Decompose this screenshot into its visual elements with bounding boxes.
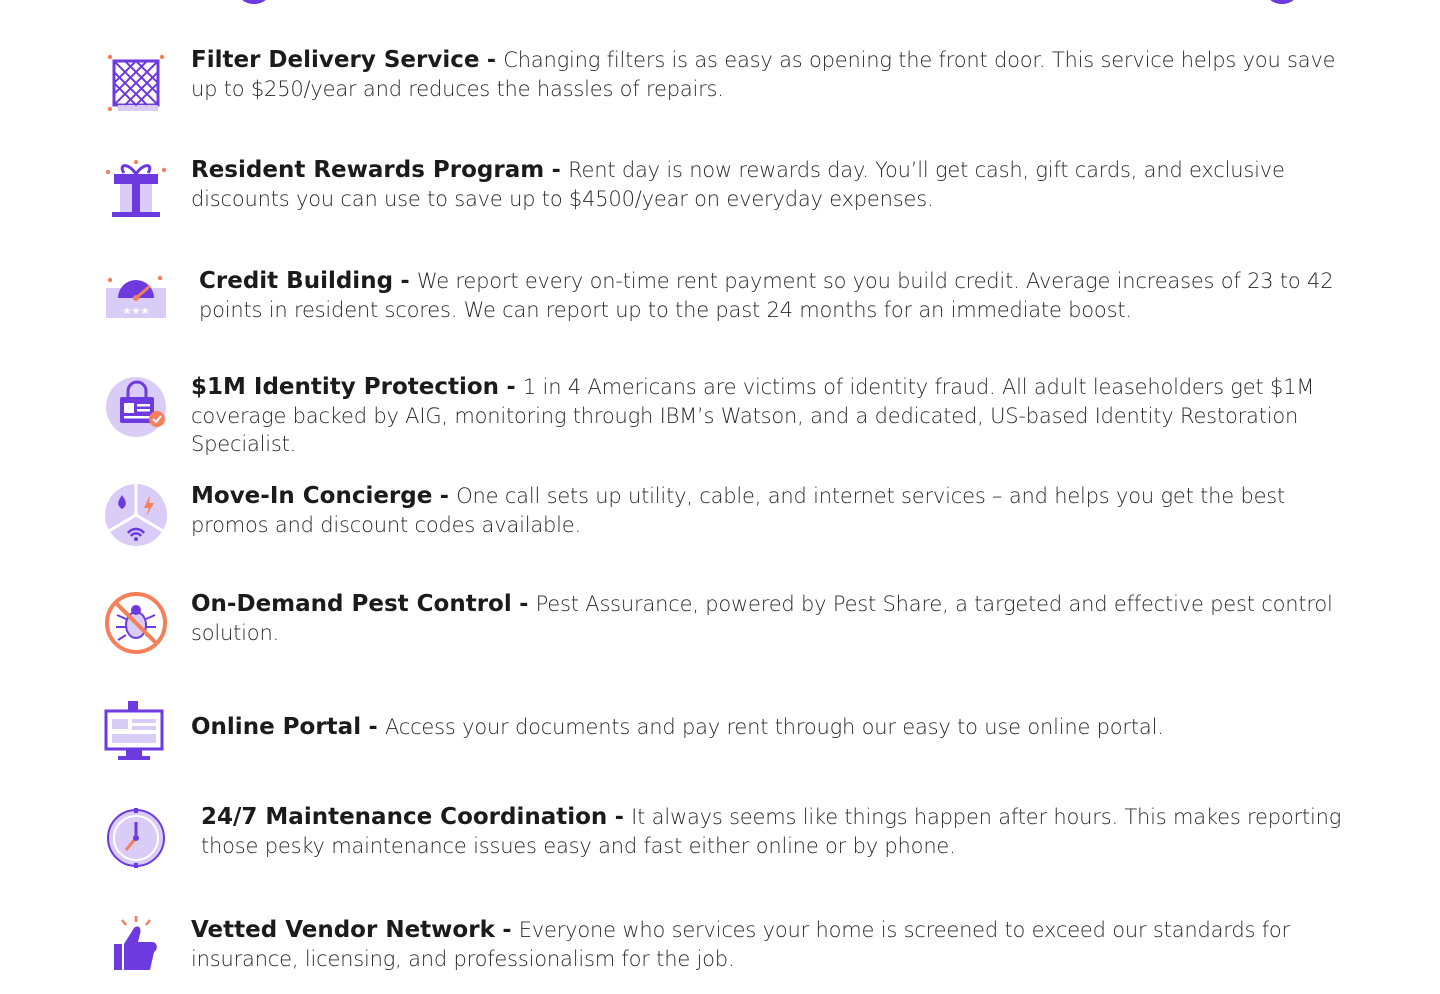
item-title: Online Portal bbox=[191, 714, 362, 740]
utilities-pie-icon bbox=[100, 479, 172, 551]
no-bug-icon bbox=[100, 587, 172, 659]
separator: - bbox=[544, 158, 569, 183]
list-item-maintenance-coordination bbox=[100, 800, 1350, 880]
list-item-move-in-concierge bbox=[100, 479, 1350, 559]
item-title: Resident Rewards Program bbox=[191, 157, 545, 183]
separator: - bbox=[494, 918, 519, 943]
item-text bbox=[201, 803, 1350, 860]
separator: - bbox=[393, 269, 417, 294]
list-item-resident-rewards bbox=[100, 154, 1350, 234]
separator: - bbox=[511, 592, 536, 617]
item-title: Move-In Concierge bbox=[191, 483, 433, 509]
thumbs-up-icon bbox=[100, 914, 172, 986]
item-text bbox=[191, 916, 1350, 973]
item-description: We report every on-time rent payment so you build credit. Average increases of 23 to 42 points in resident scores. We can report up to the past 24 months for an immediate boost. bbox=[199, 269, 1334, 322]
clipped-heading-edge bbox=[0, 0, 1440, 4]
item-text bbox=[191, 373, 1350, 458]
item-description: Changing filters is as easy as opening the front door. This service helps you save up to $250/year and reduces the hassles of repairs. bbox=[191, 48, 1336, 101]
item-description: 1 in 4 Americans are victims of identity fraud. All adult leaseholders get $1M coverage backed by AIG, monitoring through IBM’s Watson, and a dedicated, US-based Identity Restoration Specialist. bbox=[191, 375, 1315, 456]
item-text bbox=[191, 46, 1350, 103]
separator: - bbox=[432, 484, 457, 509]
item-description: Everyone who services your home is screened to exceed our standards for insurance, licensing, and professionalism for the job. bbox=[191, 918, 1290, 971]
list-item-pest-control bbox=[100, 587, 1350, 667]
item-title: $1M Identity Protection bbox=[191, 374, 500, 400]
list-item-vetted-vendor-network bbox=[100, 914, 1350, 994]
item-title: Vetted Vendor Network bbox=[191, 917, 495, 943]
separator: - bbox=[499, 375, 523, 400]
separator: - bbox=[361, 715, 385, 740]
identity-lock-icon bbox=[100, 371, 172, 443]
item-text bbox=[199, 267, 1350, 324]
monitor-icon bbox=[100, 697, 172, 769]
list-item-credit-building bbox=[100, 264, 1350, 344]
item-description: It always seems like things happen after hours. This makes reporting those pesky maintenance issues easy and fast either online or by phone. bbox=[201, 805, 1342, 858]
svg-text:★★★: ★★★ bbox=[122, 306, 150, 317]
item-text bbox=[191, 713, 1350, 742]
item-title: Credit Building bbox=[199, 268, 394, 294]
clock-icon bbox=[100, 802, 172, 874]
item-title: On-Demand Pest Control bbox=[191, 591, 512, 617]
item-title: 24/7 Maintenance Coordination bbox=[201, 804, 608, 830]
list-item-filter-delivery bbox=[100, 45, 1350, 125]
item-title: Filter Delivery Service bbox=[191, 47, 480, 73]
clipped-glyph bbox=[1268, 0, 1296, 4]
filter-grid-icon bbox=[100, 47, 172, 119]
item-description: Access your documents and pay rent through our easy to use online portal. bbox=[384, 715, 1164, 739]
gift-icon bbox=[100, 156, 172, 228]
separator: - bbox=[607, 805, 632, 830]
item-description: Rent day is now rewards day. You’ll get cash, gift cards, and exclusive discounts you can use to save up to $4500/year on everyday expenses. bbox=[191, 158, 1285, 211]
item-text bbox=[191, 590, 1350, 647]
item-text bbox=[191, 156, 1350, 213]
credit-gauge-icon bbox=[100, 266, 172, 338]
list-item-identity-protection bbox=[100, 371, 1350, 456]
item-description: One call sets up utility, cable, and internet services – and helps you get the best promos and discount codes available. bbox=[191, 484, 1286, 537]
item-description: Pest Assurance, powered by Pest Share, a targeted and effective pest control solution. bbox=[191, 592, 1333, 645]
list-item-online-portal bbox=[100, 697, 1350, 777]
clipped-glyph bbox=[240, 0, 268, 4]
item-text bbox=[191, 482, 1350, 539]
separator: - bbox=[479, 48, 504, 73]
